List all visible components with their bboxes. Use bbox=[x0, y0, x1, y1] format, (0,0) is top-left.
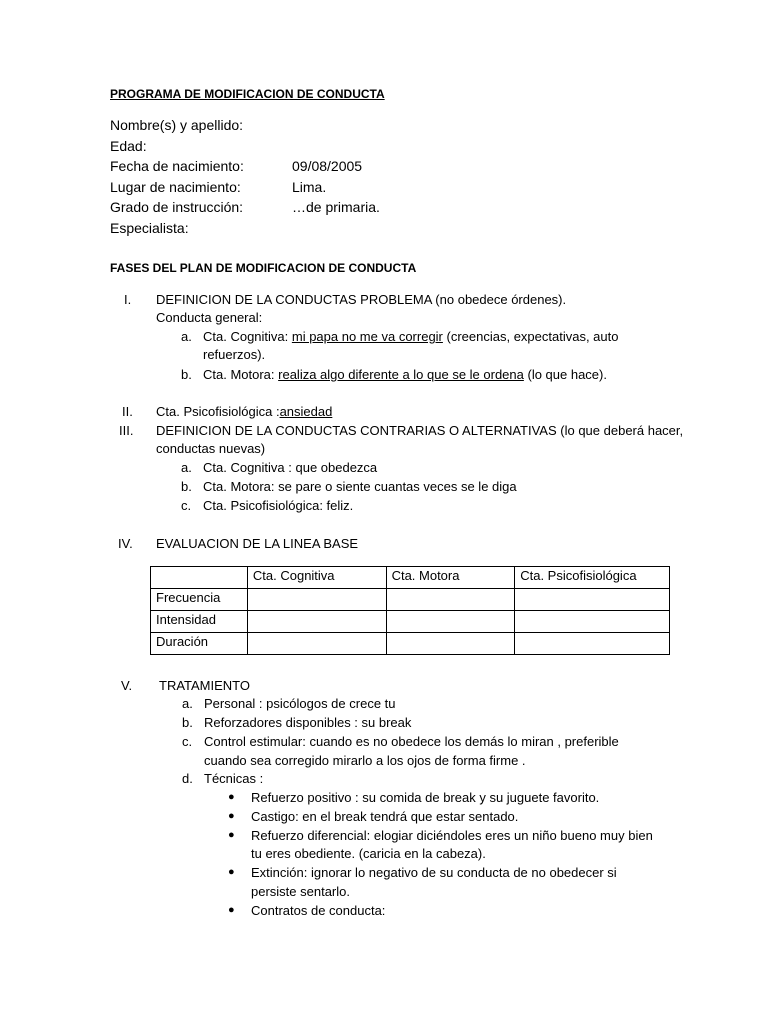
sec1-heading: DEFINICION DE LA CONDUCTAS PROBLEMA (no obedece órdenes). bbox=[156, 292, 567, 307]
bullet-icon: ● bbox=[228, 904, 235, 916]
sec1-a-prefix: Cta. Cognitiva: bbox=[203, 329, 292, 344]
table-header-cell: Cta. Cognitiva bbox=[247, 567, 386, 589]
sec4-heading: EVALUACION DE LA LINEA BASE bbox=[156, 536, 359, 551]
table-row bbox=[151, 633, 670, 655]
bullet-icon: ● bbox=[228, 829, 235, 841]
fecha-value: 09/08/2005 bbox=[292, 158, 363, 174]
sec5-d-item: Técnicas : bbox=[204, 771, 264, 786]
sec3-b-item: Cta. Motora: se pare o siente cuantas veces se le diga bbox=[203, 479, 517, 494]
table-cell bbox=[247, 633, 386, 655]
sec1-b-underline: realiza algo diferente a lo que se le ordena bbox=[278, 367, 524, 382]
sec1-b-suffix: (lo que hace). bbox=[523, 367, 607, 382]
sec3-heading-continuation: conductas nuevas) bbox=[156, 441, 266, 456]
sec5-heading: TRATAMIENTO bbox=[159, 678, 250, 693]
sec3-c-marker: c. bbox=[181, 498, 192, 513]
sec1-a-item bbox=[203, 329, 618, 344]
sec2-number: II. bbox=[122, 404, 133, 419]
edad-label: Edad: bbox=[110, 138, 147, 154]
table-cell bbox=[247, 611, 386, 633]
table-cell bbox=[515, 611, 670, 633]
table-row bbox=[151, 589, 670, 611]
sec4-number: IV. bbox=[118, 536, 133, 551]
table-header-cell: Cta. Psicofisiológica bbox=[515, 567, 670, 589]
sec5-d-marker: d. bbox=[182, 771, 193, 786]
baseline-table bbox=[150, 566, 670, 655]
grado-label: Grado de instrucción: bbox=[110, 199, 244, 215]
sec5-number: V. bbox=[121, 678, 133, 693]
especialista-label: Especialista: bbox=[110, 220, 189, 236]
sec3-a-item: Cta. Cognitiva : que obedezca bbox=[203, 460, 378, 475]
grado-value: …de primaria. bbox=[292, 199, 380, 215]
sec1-a-marker: a. bbox=[181, 329, 192, 344]
sec1-b-marker: b. bbox=[181, 367, 192, 382]
table-row bbox=[151, 611, 670, 633]
sec1-a-underline: mi papa no me va corregir bbox=[291, 329, 443, 344]
table-header-cell bbox=[151, 567, 248, 589]
technique-item: Refuerzo positivo : su comida de break y su juguete favorito. bbox=[251, 790, 600, 805]
sec5-a-item: Personal : psicólogos de crece tu bbox=[204, 696, 396, 711]
sec1-general: Conducta general: bbox=[156, 310, 263, 325]
table-cell bbox=[386, 589, 515, 611]
table-cell bbox=[515, 589, 670, 611]
fecha-label: Fecha de nacimiento: bbox=[110, 158, 244, 174]
sec2-underline: ansiedad bbox=[279, 404, 333, 419]
sec3-heading: DEFINICION DE LA CONDUCTAS CONTRARIAS O ALTERNATIVAS (lo que deberá hacer, bbox=[156, 423, 684, 438]
table-row-label: Duración bbox=[151, 633, 248, 655]
bullet-icon: ● bbox=[228, 810, 235, 822]
sec5-b-item: Reforzadores disponibles : su break bbox=[204, 715, 412, 730]
bullet-icon: ● bbox=[228, 791, 235, 803]
table-row-label: Frecuencia bbox=[151, 589, 248, 611]
sec1-a-continuation: refuerzos). bbox=[203, 347, 266, 362]
sec3-c-item: Cta. Psicofisiológica: feliz. bbox=[203, 498, 354, 513]
sec3-b-marker: b. bbox=[181, 479, 192, 494]
technique-item: Contratos de conducta: bbox=[251, 903, 386, 918]
bullet-icon: ● bbox=[228, 866, 235, 878]
sec2-item bbox=[156, 404, 332, 419]
sec3-a-marker: a. bbox=[181, 460, 192, 475]
table-header-row bbox=[151, 567, 670, 589]
sec5-c-marker: c. bbox=[182, 734, 193, 749]
sec5-a-marker: a. bbox=[182, 696, 193, 711]
lugar-label: Lugar de nacimiento: bbox=[110, 179, 241, 195]
table-header-cell: Cta. Motora bbox=[386, 567, 515, 589]
document-title: PROGRAMA DE MODIFICACION DE CONDUCTA bbox=[110, 87, 385, 101]
sec5-c-item: Control estimular: cuando es no obedece los demás lo miran , preferible bbox=[204, 734, 619, 749]
technique-item-continuation: tu eres obediente. (caricia en la cabeza). bbox=[251, 846, 486, 861]
sec1-b-prefix: Cta. Motora: bbox=[203, 367, 279, 382]
sec1-b-item bbox=[203, 367, 607, 382]
technique-item-continuation: persiste sentarlo. bbox=[251, 884, 350, 899]
technique-item: Extinción: ignorar lo negativo de su conducta de no obedecer si bbox=[251, 865, 617, 880]
technique-item: Castigo: en el break tendrá que estar sentado. bbox=[251, 809, 519, 824]
fases-title: FASES DEL PLAN DE MODIFICACION DE CONDUCTA bbox=[110, 261, 417, 275]
sec5-b-marker: b. bbox=[182, 715, 193, 730]
sec2-prefix: Cta. Psicofisiológica : bbox=[156, 404, 280, 419]
sec1-a-suffix: (creencias, expectativas, auto bbox=[442, 329, 619, 344]
table-cell bbox=[247, 589, 386, 611]
nombre-label: Nombre(s) y apellido: bbox=[110, 117, 244, 133]
table-cell bbox=[386, 611, 515, 633]
lugar-value: Lima. bbox=[292, 179, 327, 195]
table-cell bbox=[515, 633, 670, 655]
sec3-number: III. bbox=[119, 423, 134, 438]
sec5-c-continuation: cuando sea corregido mirarlo a los ojos de forma firme . bbox=[204, 753, 526, 768]
table-row-label: Intensidad bbox=[151, 611, 248, 633]
table-cell bbox=[386, 633, 515, 655]
sec1-number: I. bbox=[124, 292, 132, 307]
technique-item: Refuerzo diferencial: elogiar diciéndoles eres un niño bueno muy bien bbox=[251, 828, 653, 843]
